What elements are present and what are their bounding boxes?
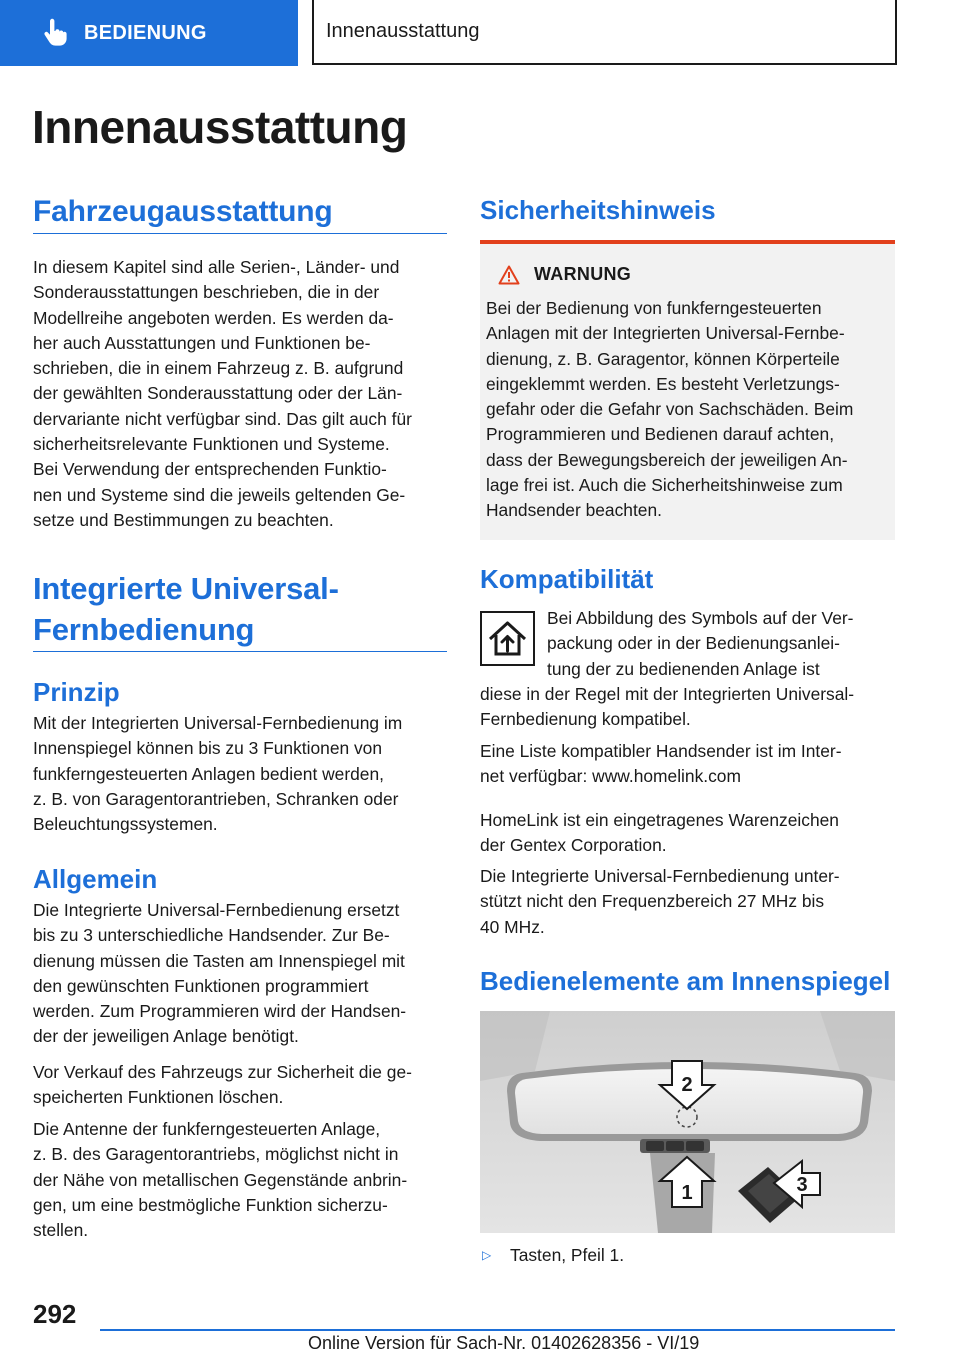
heading-sicherheitshinweis: Sicherheitshinweis	[480, 195, 716, 225]
text-line: sicherheitsrelevante Funktionen und Systeme.	[33, 434, 390, 455]
text-line: der gewählten Sonderausstattung oder der Län-	[33, 383, 403, 404]
heading-fahrzeugausstattung: Fahrzeugausstattung	[33, 193, 447, 234]
text-line: stellen.	[33, 1220, 89, 1241]
text-line: Programmieren und Bedienen darauf achten,	[486, 424, 835, 445]
text-line: HomeLink ist ein eingetragenes Warenzeichen	[480, 810, 839, 830]
section-tab-label: BEDIENUNG	[84, 21, 207, 44]
hand-pointer-icon	[38, 18, 68, 48]
text-line: Modellreihe angeboten werden. Es werden da-	[33, 307, 394, 328]
heading-line: Integrierte Universal-	[33, 571, 339, 606]
text-line: Handsender beachten.	[486, 500, 662, 521]
warning-box	[480, 240, 895, 540]
heading-line: Fernbedienung	[33, 612, 255, 647]
text-line: bis zu 3 unterschiedliche Handsender. Zur Be-	[33, 925, 390, 946]
arrow-2-label: 2	[681, 1074, 693, 1096]
list-item-text: Tasten, Pfeil 1.	[510, 1245, 625, 1265]
heading-prinzip: Prinzip	[33, 677, 120, 707]
text-line: z. B. von Garagentorantrieben, Schranken oder	[33, 788, 399, 809]
text-line: z. B. des Garagentorantriebs, möglichst nicht in	[33, 1144, 399, 1165]
text-line: Bei der Bedienung von funkferngesteuerten	[486, 298, 822, 318]
text-line: nen und Systeme sind die jeweils geltenden Ge-	[33, 484, 406, 505]
warning-text	[486, 296, 892, 524]
text-line: Beleuchtungssystemen.	[33, 814, 218, 835]
text-line: In diesem Kapitel sind alle Serien-, Länder- und	[33, 257, 400, 277]
page-header	[0, 0, 960, 66]
chapter-tab[interactable]	[312, 0, 897, 65]
heading-kompatibilitaet: Kompatibilität	[480, 564, 654, 594]
text-line: gefahr oder die Gefahr von Sachschäden. Beim	[486, 399, 854, 420]
paragraph-homelink	[480, 808, 898, 859]
list-item	[480, 1243, 624, 1268]
heading-bedienelemente: Bedienelemente am Innenspiegel	[480, 966, 891, 996]
text-line: tung der zu bedienenden Anlage ist	[547, 658, 820, 679]
text-line: dienung, z. B. Garagentor, können Körperteile	[486, 348, 840, 369]
text-line: Innenspiegel können bis zu 3 Funktionen von	[33, 738, 383, 759]
mirror-button[interactable]	[666, 1141, 684, 1151]
mirror-illustration	[480, 1011, 895, 1233]
text-line: Die Integrierte Universal-Fernbedienung ersetzt	[33, 900, 400, 920]
section-tab[interactable]	[0, 0, 298, 66]
page-number: 292	[33, 1299, 77, 1329]
text-line: diese in der Regel mit der Integrierten Universal-	[480, 684, 855, 704]
heading-integrierte-universal-fernbedienung	[33, 568, 447, 652]
paragraph-allgemein-1	[33, 898, 451, 1050]
mirror-button[interactable]	[686, 1141, 704, 1151]
paragraph-frequenz	[480, 864, 898, 940]
text-line: der Nähe von metallischen Gegenstände anbrin-	[33, 1169, 408, 1190]
arrow-1-label: 1	[681, 1182, 693, 1204]
text-line: dass der Bewegungsbereich der jeweiligen An-	[486, 449, 848, 470]
footer-online-version: Online Version für Sach-Nr. 01402628356 - VI/19	[308, 1333, 700, 1353]
text-line: packung oder in der Bedienungsanlei-	[547, 633, 840, 654]
triangle-bullet-icon: ▷	[482, 1248, 492, 1262]
text-line: net verfügbar: www.homelink.com	[480, 766, 741, 787]
text-line: funkferngesteuerten Anlagen bedient werden,	[33, 763, 384, 784]
warning-header	[498, 264, 631, 285]
paragraph-prinzip	[33, 711, 451, 837]
warning-triangle-icon	[498, 265, 520, 285]
text-line: Fernbedienung kompatibel.	[480, 709, 691, 730]
text-line: dervariante nicht verfügbar sind. Das gilt auch für	[33, 408, 412, 429]
text-line: schrieben, die in einem Fahrzeug z. B. aufgrund	[33, 358, 404, 379]
text-line: der Gentex Corporation.	[480, 835, 667, 856]
text-line: stützt nicht den Frequenzbereich 27 MHz bis	[480, 891, 825, 912]
text-line: den gewünschten Funktionen programmiert	[33, 975, 369, 996]
text-line: eingeklemmt werden. Es besteht Verletzungs-	[486, 373, 840, 394]
text-line: werden. Zum Programmieren wird der Handsen-	[33, 1001, 407, 1022]
paragraph-allgemein-3	[33, 1117, 451, 1243]
text-line: der der jeweiligen Anlage benötigt.	[33, 1026, 299, 1047]
text-line: Mit der Integrierten Universal-Fernbedienung im	[33, 713, 403, 733]
text-line: Die Antenne der funkferngesteuerten Anlage,	[33, 1119, 381, 1139]
footer-divider	[100, 1329, 895, 1331]
text-line: speicherten Funktionen löschen.	[33, 1087, 284, 1108]
chapter-tab-label: Innenausstattung	[326, 20, 480, 42]
warning-label: WARNUNG	[534, 264, 632, 284]
text-line: Eine Liste kompatibler Handsender ist im Inter-	[480, 741, 842, 761]
house-arrow-icon	[482, 613, 533, 664]
text-line: gen, um eine bestmögliche Funktion sicherzu-	[33, 1194, 388, 1215]
mirror-button[interactable]	[646, 1141, 664, 1151]
text-line: Anlagen mit der Integrierten Universal-Fernbe-	[486, 323, 845, 344]
text-line: setze und Bestimmungen zu beachten.	[33, 509, 334, 530]
text-line: Sonderausstattungen beschrieben, die in der	[33, 282, 380, 303]
text-line: Bei Abbildung des Symbols auf der Ver-	[547, 608, 854, 628]
text-line: Vor Verkauf des Fahrzeugs zur Sicherheit die ge-	[33, 1062, 412, 1082]
text-line: lage frei ist. Auch die Sicherheitshinweise zum	[486, 475, 843, 496]
text-line: Bei Verwendung der entsprechenden Funktio-	[33, 459, 387, 480]
heading-allgemein: Allgemein	[33, 864, 158, 894]
homelink-house-icon	[480, 611, 535, 666]
text-line: Die Integrierte Universal-Fernbedienung unter-	[480, 866, 840, 886]
paragraph-kompatibilitaet-icon	[547, 606, 897, 682]
paragraph-kompatibilitaet	[480, 682, 898, 733]
paragraph-liste	[480, 739, 898, 790]
text-line: dienung müssen die Tasten am Innenspiegel mit	[33, 950, 405, 971]
paragraph-allgemein-2	[33, 1060, 451, 1111]
text-line: her auch Ausstattungen und Funktionen be-	[33, 332, 371, 353]
text-line: 40 MHz.	[480, 916, 545, 937]
page-title: Innenausstattung	[32, 101, 408, 153]
arrow-3-label: 3	[796, 1174, 808, 1196]
paragraph-fahrzeugausstattung	[33, 255, 451, 533]
